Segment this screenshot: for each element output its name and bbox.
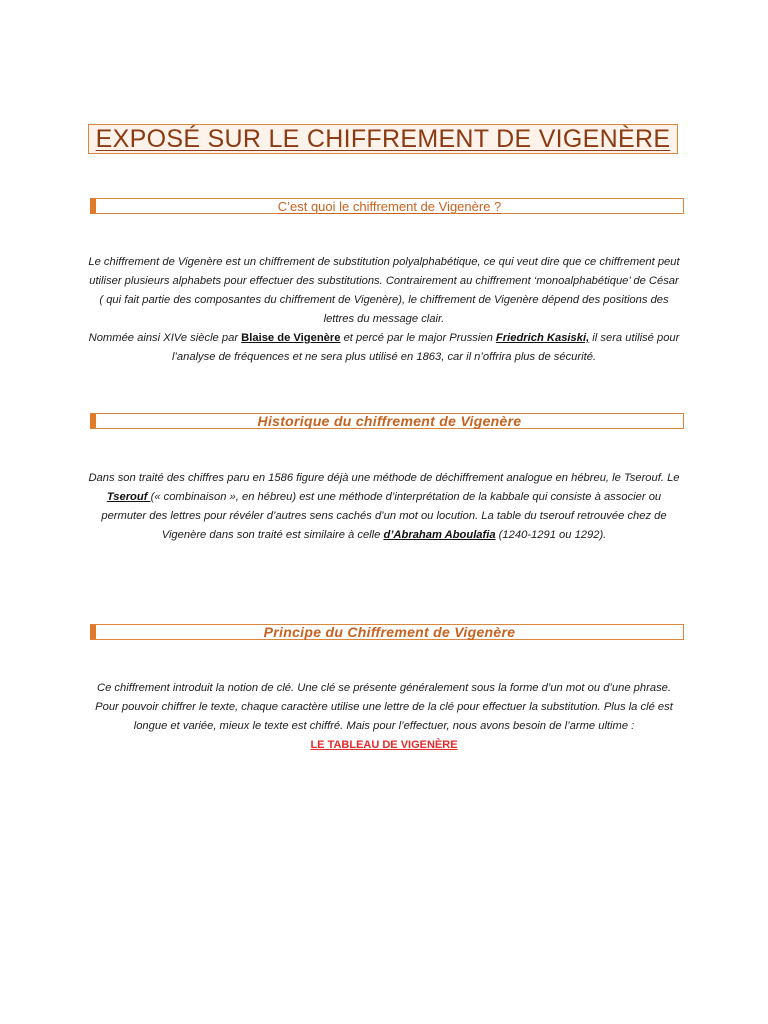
section-heading-2: Historique du chiffrement de Vigenère [257,413,522,429]
section-2-text-a: Dans son traité des chiffres paru en 1586 figure déjà une méthode de déchiffrement analogue en hébreu, le Tserouf. Le [88,472,680,484]
link-friedrich-kasiski[interactable]: Friedrich Kasiski, [495,332,590,344]
title-box [88,124,678,154]
section-heading-1: C’est quoi le chiffrement de Vigenère ? [277,198,502,214]
section-1-paragraph-1: Le chiffrement de Vigenère est un chiffrement de substitution polyalphabétique, ce qui veut dire que ce chiffrement peut utiliser plusieurs alphabets pour effectuer des substitutions. Contrairement au chiffrement ‘monoalphabétique’ de César ( qui fait partie des composantes du chiffrement de Vigenère), le chiffrement de Vigenère dépend des positions des lettres du message clair. [88,256,680,325]
section-1-text-a: Nommée ainsi XIVe siècle par [88,332,242,344]
section-1-text-c: il sera utilisé pour l’analyse de fréquences et ne sera plus utilisé en 1863, car il n’offrira plus de sécurité. [171,332,680,363]
section-1-text-b: et percé par le major Prussien [340,332,496,344]
section-3-body [86,679,682,755]
link-blaise-de-vigenere[interactable]: Blaise de Vigenère [241,332,341,344]
section-2-body [86,469,682,545]
section-heading-box-2 [90,413,684,429]
section-2-paragraph [86,469,682,545]
section-1-body [86,253,682,367]
section-heading-3: Principe du Chiffrement de Vigenère [263,624,516,640]
section-3-link-line [86,736,682,755]
link-abraham-aboulafia[interactable]: d’Abraham Aboulafia [383,529,496,541]
section-2-text-b: (« combinaison », en hébreu) est une méthode d’interprétation de la kabbale qui consiste à associer ou permuter des lettres pour révéler d’autres sens cachés d’un mot ou locution. La table du tserouf retrouvée chez de Vigenère dans son traité est similaire à celle [101,491,667,541]
link-tserouf[interactable]: Tserouf [106,491,151,503]
section-heading-box-3 [90,624,684,640]
link-tableau-de-vigenere[interactable]: LE TABLEAU DE VIGENÈRE [310,739,458,751]
section-3-paragraph: Ce chiffrement introduit la notion de clé. Une clé se présente généralement sous la forme d’un mot ou d’une phrase. Pour pouvoir chiffrer le texte, chaque caractère utilise une lettre de la clé pour effectuer la substitution. Plus la clé est longue et variée, mieux le texte est chiffré. Mais pour l’effectuer, nous avons besoin de l’arme ultime : [95,682,673,732]
page-title: EXPOSÉ SUR LE CHIFFREMENT DE VIGENÈRE [95,124,671,153]
section-1-paragraph-2 [86,329,682,367]
section-heading-box-1 [90,198,684,214]
section-2-text-c: (1240-1291 ou 1292). [495,529,607,541]
